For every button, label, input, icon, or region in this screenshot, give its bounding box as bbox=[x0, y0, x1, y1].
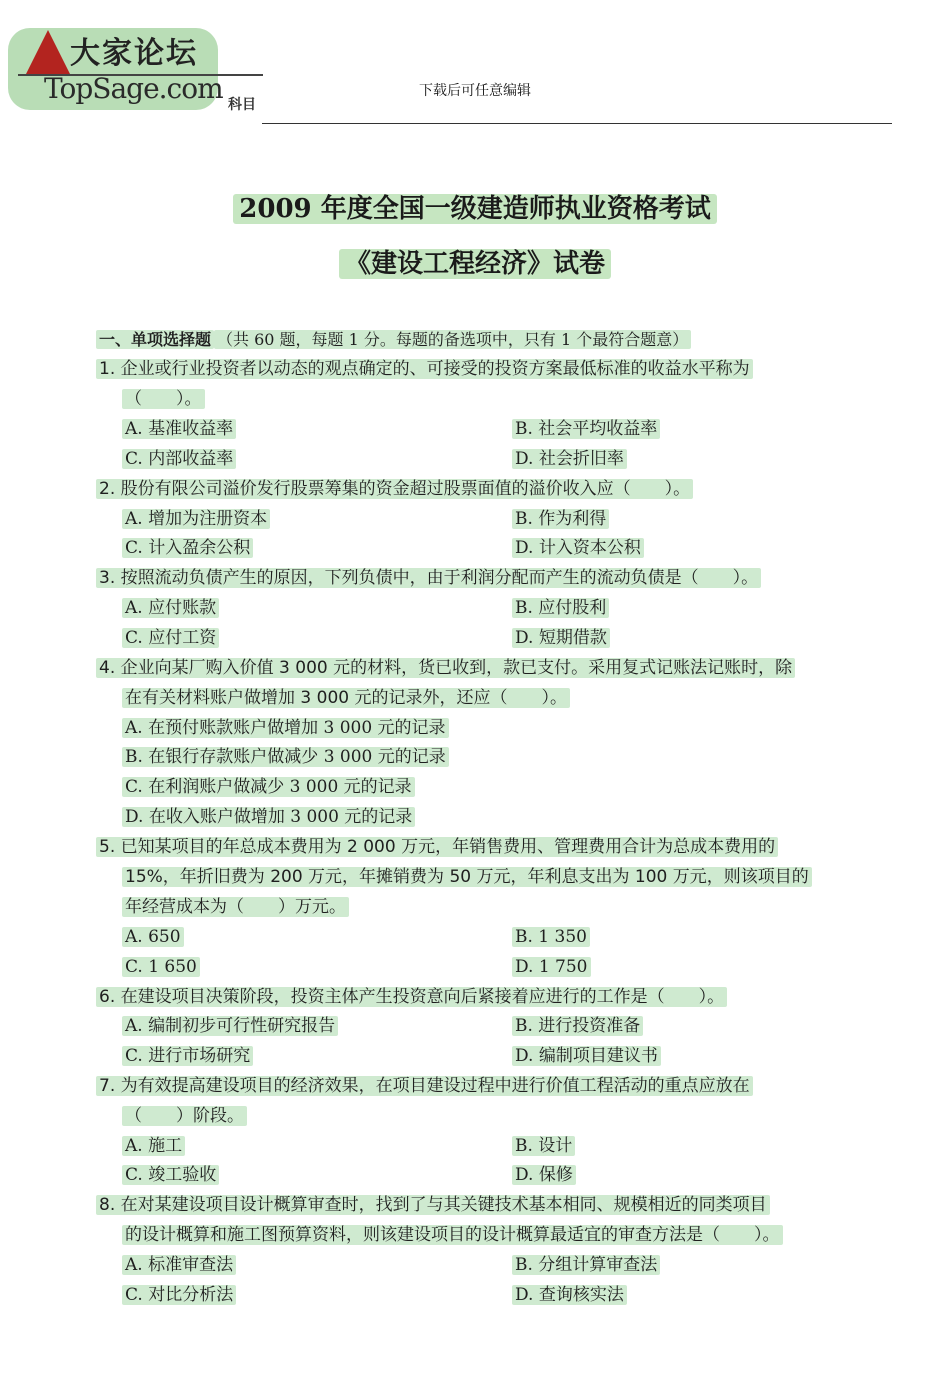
question-8-option-b: B. 分组计算审查法 bbox=[512, 1253, 660, 1277]
question-3-line-1: 3. 按照流动负债产生的原因，下列负债中，由于利润分配而产生的流动负债是（ ）。 bbox=[96, 566, 761, 590]
question-8-option-a: A. 标准审查法 bbox=[122, 1253, 236, 1277]
question-4-option-d: D. 在收入账户做增加 3 000 元的记录 bbox=[122, 805, 415, 829]
logo-chinese-text: 大家论坛 bbox=[70, 36, 198, 71]
question-7-option-a: A. 施工 bbox=[122, 1134, 185, 1158]
question-2-option-d: D. 计入资本公积 bbox=[512, 536, 644, 560]
question-2-option-a: A. 增加为注册资本 bbox=[122, 507, 270, 531]
question-2-option-c: C. 计入盈余公积 bbox=[122, 536, 253, 560]
question-7-line-2: （ ）阶段。 bbox=[122, 1104, 247, 1128]
question-5-option-c: C. 1 650 bbox=[122, 955, 200, 979]
question-4-option-c: C. 在利润账户做减少 3 000 元的记录 bbox=[122, 775, 415, 799]
logo-triangle-icon bbox=[26, 30, 70, 74]
section-label: 一、单项选择题 bbox=[96, 330, 214, 349]
question-7-option-d: D. 保修 bbox=[512, 1163, 576, 1187]
question-1-option-b: B. 社会平均收益率 bbox=[512, 417, 660, 441]
question-2-line-1: 2. 股份有限公司溢价发行股票筹集的资金超过股票面值的溢价收入应（ ）。 bbox=[96, 477, 693, 501]
question-1-option-d: D. 社会折旧率 bbox=[512, 447, 627, 471]
question-1-option-a: A. 基准收益率 bbox=[122, 417, 236, 441]
paper-title-text: 《建设工程经济》试卷 bbox=[339, 249, 611, 279]
question-8-option-c: C. 对比分析法 bbox=[122, 1283, 236, 1307]
question-7-line-1: 7. 为有效提高建设项目的经济效果，在项目建设过程中进行价值工程活动的重点应放在 bbox=[96, 1074, 753, 1098]
question-5-option-b: B. 1 350 bbox=[512, 925, 590, 949]
subject-label: 科目 bbox=[228, 97, 256, 113]
header-note: 下载后可任意编辑 bbox=[419, 83, 531, 99]
question-8-option-d: D. 查询核实法 bbox=[512, 1283, 627, 1307]
paper-title bbox=[0, 243, 950, 280]
logo-english-text: TopSage.com bbox=[44, 72, 223, 105]
question-5-line-2: 15%，年折旧费为 200 万元，年摊销费为 50 万元，年利息支出为 100 万元，则该项目的 bbox=[122, 865, 812, 889]
question-8-line-1: 8. 在对某建设项目设计概算审查时，找到了与其关键技术基本相同、规模相近的同类项目 bbox=[96, 1193, 770, 1217]
question-1-option-c: C. 内部收益率 bbox=[122, 447, 236, 471]
question-3-option-a: A. 应付账款 bbox=[122, 596, 219, 620]
question-5-line-3: 年经营成本为（ ）万元。 bbox=[122, 895, 349, 919]
question-1-line-2: （ ）。 bbox=[122, 387, 205, 411]
question-2-option-b: B. 作为利得 bbox=[512, 507, 609, 531]
question-6-option-b: B. 进行投资准备 bbox=[512, 1014, 643, 1038]
question-4-line-2: 在有关材料账户做增加 3 000 元的记录外，还应（ ）。 bbox=[122, 686, 570, 710]
question-6-option-a: A. 编制初步可行性研究报告 bbox=[122, 1014, 338, 1038]
question-8-line-2: 的设计概算和施工图预算资料，则该建设项目的设计概算最适宜的审查方法是（ ）。 bbox=[122, 1223, 783, 1247]
question-1-line-1: 1. 企业或行业投资者以动态的观点确定的、可接受的投资方案最低标准的收益水平称为 bbox=[96, 357, 753, 381]
question-4-line-1: 4. 企业向某厂购入价值 3 000 元的材料，货已收到，款已支付。采用复式记账法记账时，除 bbox=[96, 656, 795, 680]
question-4-option-a: A. 在预付账款账户做增加 3 000 元的记录 bbox=[122, 716, 449, 740]
question-3-option-b: B. 应付股利 bbox=[512, 596, 609, 620]
exam-title bbox=[0, 188, 950, 225]
exam-title-text: 2009 年度全国一级建造师执业资格考试 bbox=[233, 194, 716, 224]
header-divider bbox=[262, 123, 892, 124]
question-7-option-c: C. 竣工验收 bbox=[122, 1163, 219, 1187]
section-heading bbox=[96, 327, 691, 350]
question-6-option-d: D. 编制项目建议书 bbox=[512, 1044, 661, 1068]
question-5-option-d: D. 1 750 bbox=[512, 955, 591, 979]
question-6-option-c: C. 进行市场研究 bbox=[122, 1044, 253, 1068]
question-4-option-b: B. 在银行存款账户做减少 3 000 元的记录 bbox=[122, 745, 449, 769]
question-3-option-d: D. 短期借款 bbox=[512, 626, 610, 650]
question-5-line-1: 5. 已知某项目的年总成本费用为 2 000 万元，年销售费用、管理费用合计为总成本费用的 bbox=[96, 835, 778, 859]
site-logo bbox=[8, 22, 263, 117]
question-7-option-b: B. 设计 bbox=[512, 1134, 575, 1158]
question-3-option-c: C. 应付工资 bbox=[122, 626, 219, 650]
question-5-option-a: A. 650 bbox=[122, 925, 184, 949]
question-6-line-1: 6. 在建设项目决策阶段，投资主体产生投资意向后紧接着应进行的工作是（ ）。 bbox=[96, 985, 727, 1009]
section-note: （共 60 题，每题 1 分。每题的备选项中，只有 1 个最符合题意） bbox=[214, 330, 691, 349]
